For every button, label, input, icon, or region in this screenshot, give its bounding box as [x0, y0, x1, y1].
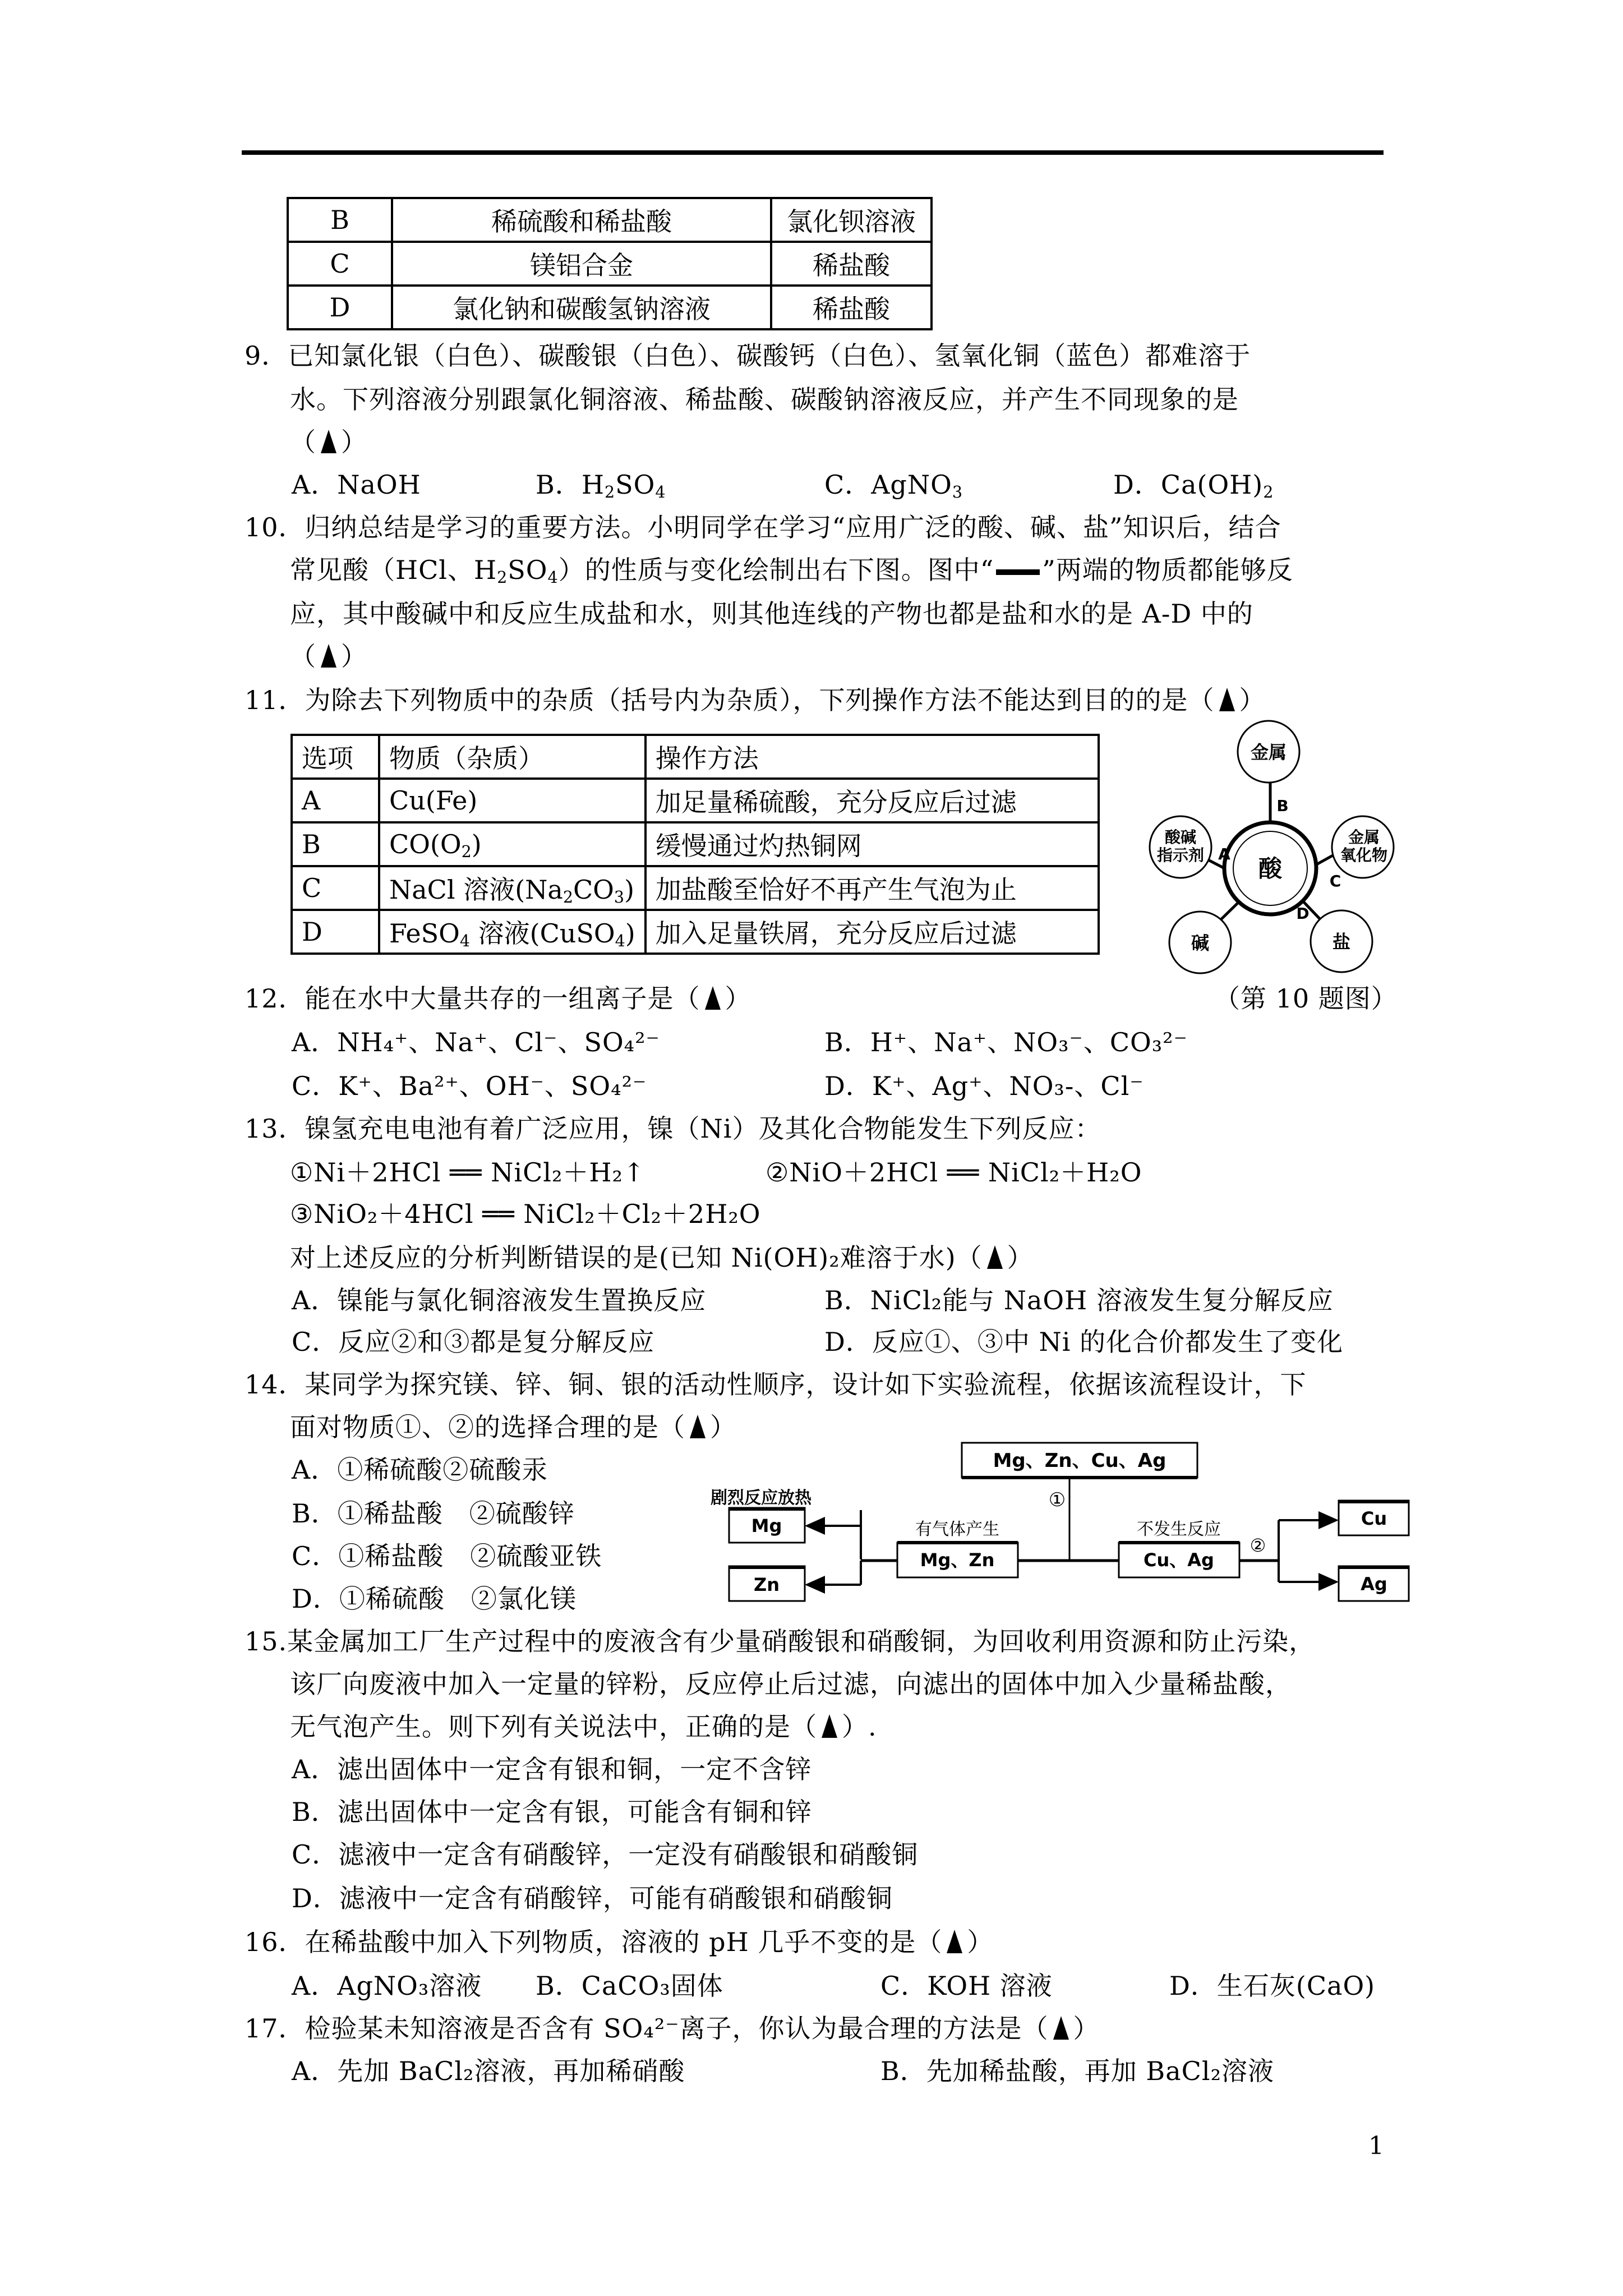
zn-output-label: Zn [754, 1574, 780, 1595]
formula-part: ) [625, 918, 635, 949]
header-cell: 选项 [292, 735, 379, 779]
q13-reaction-2: ②NiO＋2HCl ══ NiCl₂＋H₂O [766, 1157, 1142, 1188]
node-indicator-label-2: 指示剂 [1156, 846, 1205, 864]
q13-option-a[interactable]: A．镍能与氯化铜溶液发生置换反应 [292, 1285, 707, 1315]
figure-caption: （第 10 题图） [1214, 983, 1398, 1014]
method-cell: 加盐酸至恰好不再产生气泡为止 [645, 866, 1099, 910]
header-rule [242, 150, 1384, 155]
q16-option-a[interactable]: A．AgNO₃溶液 [292, 1971, 482, 2001]
q10-line-3: 应，其中酸碱中和反应生成盐和水，则其他连线的产物也都是盐和水的是 A-D 中的 [290, 599, 1253, 629]
triangle-icon [1219, 688, 1235, 711]
q17-stem [245, 2012, 1100, 2045]
stem-text: 12．能在水中大量共存的一组离子是（ [245, 983, 700, 1014]
formula-part: Ca(OH) [1160, 470, 1264, 500]
cu-ag-box-label: Cu、Ag [1144, 1549, 1214, 1571]
blank-close: ） [725, 983, 751, 1014]
node-salt-label: 盐 [1332, 931, 1351, 953]
text-part: ”两端的物质都能够反 [1042, 555, 1293, 585]
subscript: 3 [952, 483, 963, 502]
q12-stem [245, 982, 751, 1015]
formula-part: CO(O [389, 829, 462, 859]
q15-option-c[interactable]: C．滤液中一定含有硝酸锌，一定没有硝酸银和硝酸铜 [292, 1839, 919, 1870]
blank-open: （ [290, 427, 316, 457]
triangle-icon [690, 1415, 706, 1438]
q15-option-d[interactable]: D．滤液中一定含有硝酸锌，可能有硝酸银和硝酸铜 [292, 1883, 893, 1913]
q14-line-2 [290, 1410, 736, 1444]
q14-option-d[interactable]: D．①稀硫酸 ②氯化镁 [292, 1584, 577, 1614]
option-label: A． [292, 470, 338, 500]
header-cell: 物质（杂质） [379, 735, 645, 779]
subscript: 2 [604, 483, 616, 502]
option-cell: B [288, 198, 392, 242]
text-part: SO [508, 555, 548, 585]
q9-option-a[interactable] [292, 468, 421, 501]
edge-b-label: B [1276, 797, 1289, 815]
ag-output-label: Ag [1361, 1573, 1387, 1595]
option-label: B． [536, 470, 582, 500]
text-part: ）的性质与变化绘制出右下图。图中“ [558, 555, 994, 585]
option-cell: C [288, 242, 392, 286]
cu-output-label: Cu [1361, 1508, 1387, 1529]
subscript: 4 [459, 932, 471, 951]
q16-option-d[interactable]: D．生石灰(CaO) [1169, 1971, 1376, 2001]
substance-cell: Cu(Fe) [379, 779, 645, 822]
substance-cell: 氯化钠和碳酸氢钠溶液 [392, 286, 771, 329]
page-number: 1 [1368, 2132, 1384, 2160]
acid-properties-diagram [1141, 718, 1399, 970]
table-row [288, 198, 932, 242]
q8-table [287, 197, 933, 330]
step-2-label: ② [1249, 1535, 1266, 1556]
q11-table [291, 734, 1100, 955]
triangle-icon [987, 1245, 1003, 1269]
substance-cell [379, 910, 645, 954]
blank-close: ） [341, 641, 367, 671]
subscript: 4 [615, 932, 625, 951]
q14-option-c[interactable]: C．①稀盐酸 ②硫酸亚铁 [292, 1541, 602, 1571]
formula-part: SO [615, 470, 656, 500]
node-indicator-label-1: 酸碱 [1164, 828, 1197, 846]
method-cell: 加足量稀硫酸，充分反应后过滤 [645, 779, 1099, 822]
stem-text: 16．在稀盐酸中加入下列物质，溶液的 pH 几乎不变的是（ [245, 1927, 943, 1957]
blank-close: ） [1239, 685, 1266, 715]
q15-option-a[interactable]: A．滤出固体中一定含有银和铜，一定不含锌 [292, 1754, 812, 1784]
q13-option-d[interactable]: D．反应①、③中 Ni 的化合价都发生了变化 [824, 1327, 1344, 1357]
q14-option-b[interactable]: B．①稀盐酸 ②硫酸锌 [292, 1498, 575, 1529]
option-cell: B [292, 822, 379, 866]
stem-text: 11．为除去下列物质中的杂质（括号内为杂质），下列操作方法不能达到目的的是（ [245, 685, 1215, 715]
q10-answer-blank[interactable] [290, 639, 367, 673]
q12-option-a[interactable]: A．NH₄⁺、Na⁺、Cl⁻、SO₄²⁻ [292, 1027, 660, 1057]
option-cell: D [288, 286, 392, 329]
blank-close: ） [710, 1412, 736, 1442]
q17-option-b[interactable]: B．先加稀盐酸，再加 BaCl₂溶液 [880, 2056, 1275, 2086]
table-row [288, 286, 932, 329]
table-header-row [292, 735, 1099, 779]
option-label: D． [1113, 470, 1161, 500]
formula-part: FeSO [389, 918, 460, 949]
stem-text: 面对物质①、②的选择合理的是（ [290, 1412, 685, 1442]
edge-d-label: D [1296, 904, 1310, 923]
q10-line-2 [290, 553, 1293, 587]
q9-answer-blank[interactable] [290, 425, 367, 459]
option-cell: D [292, 910, 379, 954]
substance-cell [379, 822, 645, 866]
blank-close: ） [1007, 1243, 1034, 1273]
question-text: 对上述反应的分析判断错误的是(已知 Ni(OH)₂难溶于水)（ [290, 1243, 983, 1273]
edge-a-label: A [1218, 845, 1230, 863]
q16-option-c[interactable]: C．KOH 溶液 [880, 1971, 1053, 2001]
subscript: 3 [614, 888, 625, 907]
blank-open: （ [290, 641, 316, 671]
triangle-icon [321, 430, 336, 453]
substance-cell [379, 866, 645, 910]
q16-stem [245, 1925, 993, 1959]
table-row [292, 779, 1099, 822]
blank-close: ） [967, 1927, 994, 1957]
q9-line-2: 水。下列溶液分别跟氯化铜溶液、稀盐酸、碳酸钠溶液反应，并产生不同现象的是 [290, 384, 1239, 415]
substance-cell: 镁铝合金 [392, 242, 771, 286]
q13-option-c[interactable]: C．反应②和③都是复分解反应 [292, 1327, 655, 1357]
q15-line-2: 该厂向废液中加入一定量的锌粉，反应停止后过滤，向滤出的固体中加入少量稀盐酸， [290, 1669, 1292, 1699]
subscript: 2 [461, 843, 472, 862]
q13-reaction-3: ③NiO₂＋4HCl ══ NiCl₂＋Cl₂＋2H₂O [290, 1199, 761, 1229]
node-metal-label: 金属 [1250, 742, 1287, 763]
no-reaction-label: 不发生反应 [1137, 1520, 1221, 1539]
table-row [292, 822, 1099, 866]
triangle-icon [321, 644, 336, 668]
q13-option-b[interactable]: B．NiCl₂能与 NaOH 溶液发生复分解反应 [824, 1285, 1334, 1315]
blank-close: ） [341, 427, 367, 457]
q13-question [290, 1241, 1034, 1274]
table-row [292, 910, 1099, 954]
q14-line-1: 14．某同学为探究镁、锌、铜、银的活动性顺序，设计如下实验流程，依据该流程设计，下 [245, 1369, 1307, 1400]
node-metal-oxide-label-1: 金属 [1348, 828, 1380, 846]
q11-stem [245, 683, 1266, 717]
thick-line-icon [996, 569, 1040, 575]
formula-part: CO [573, 875, 614, 905]
q17-option-a[interactable]: A．先加 BaCl₂溶液，再加稀硝酸 [292, 2056, 685, 2086]
substance-cell: 稀硫酸和稀盐酸 [392, 198, 771, 242]
option-label: C． [824, 470, 872, 500]
q9-option-c[interactable] [824, 468, 963, 501]
header-cell: 操作方法 [645, 735, 1099, 779]
q9-line-1: 9．已知氯化银（白色）、碳酸银（白色）、碳酸钙（白色）、氢氧化铜（蓝色）都难溶于 [245, 341, 1251, 371]
metal-activity-flow-diagram [711, 1442, 1416, 1610]
center-label: 酸 [1258, 855, 1283, 882]
gas-produced-label: 有气体产生 [915, 1520, 999, 1539]
reagent-cell: 稀盐酸 [771, 286, 932, 329]
method-cell: 缓慢通过灼热铜网 [645, 822, 1099, 866]
violent-reaction-label: 剧烈反应放热 [711, 1488, 811, 1508]
subscript: 2 [562, 888, 573, 907]
q15-line-1: 15.某金属加工厂生产过程中的废液含有少量硝酸银和硝酸铜，为回收利用资源和防止污染， [245, 1626, 1316, 1657]
q16-option-b[interactable]: B．CaCO₃固体 [536, 1971, 723, 2001]
q15-line-3 [290, 1710, 877, 1743]
formula-part: ) [471, 829, 482, 859]
q13-reaction-1: ①Ni＋2HCl ══ NiCl₂＋H₂↑ [290, 1157, 645, 1188]
q15-option-b[interactable]: B．滤出固体中一定含有银，可能含有铜和锌 [292, 1797, 812, 1827]
q9-option-b[interactable] [536, 468, 666, 501]
reagent-cell: 氯化钡溶液 [771, 198, 932, 242]
top-box-label: Mg、Zn、Cu、Ag [993, 1450, 1166, 1472]
method-cell: 加入足量铁屑，充分反应后过滤 [645, 910, 1099, 954]
q12-option-b[interactable]: B．H⁺、Na⁺、NO₃⁻、CO₃²⁻ [824, 1027, 1188, 1057]
subscript: 2 [1263, 483, 1274, 502]
blank-close: ）. [842, 1711, 877, 1742]
q12-option-d[interactable]: D．K⁺、Ag⁺、NO₃-、Cl⁻ [824, 1071, 1144, 1101]
formula-part: NaCl 溶液(Na [389, 875, 563, 905]
formula-part: H [581, 470, 605, 500]
subscript: 2 [497, 568, 508, 587]
q13-stem: 13．镍氢充电电池有着广泛应用，镍（Ni）及其化合物能发生下列反应： [245, 1114, 1101, 1144]
option-cell: C [292, 866, 379, 910]
formula-part: 溶液(CuSO [470, 918, 615, 949]
table-row [292, 866, 1099, 910]
triangle-icon [1053, 2016, 1069, 2040]
triangle-icon [705, 986, 721, 1010]
formula-part: AgNO [871, 470, 952, 500]
q10-line-1: 10．归纳总结是学习的重要方法。小明同学在学习“应用广泛的酸、碱、盐”知识后，结合 [245, 512, 1281, 542]
triangle-icon [947, 1930, 962, 1953]
stem-text: 无气泡产生。则下列有关说法中，正确的是（ [290, 1711, 817, 1742]
mg-output-label: Mg [751, 1515, 782, 1536]
subscript: 4 [547, 568, 559, 587]
q9-option-d[interactable] [1113, 468, 1274, 501]
triangle-icon [822, 1714, 837, 1738]
step-1-label: ① [1048, 1489, 1066, 1511]
blank-close: ） [1073, 2013, 1100, 2044]
reagent-cell: 稀盐酸 [771, 242, 932, 286]
table-row [288, 242, 932, 286]
option-text: NaOH [337, 470, 421, 500]
node-base-label: 碱 [1191, 932, 1210, 954]
edge-c-label: C [1329, 872, 1341, 890]
option-cell: A [292, 779, 379, 822]
text-part: 常见酸（HCl、H [290, 555, 497, 585]
mg-zn-box-label: Mg、Zn [920, 1549, 995, 1571]
subscript: 4 [655, 483, 666, 502]
formula-part: ) [624, 875, 635, 905]
stem-text: 17．检验某未知溶液是否含有 SO₄²⁻离子，你认为最合理的方法是（ [245, 2013, 1049, 2044]
node-metal-oxide-label-2: 氧化物 [1340, 846, 1388, 864]
q14-option-a[interactable]: A．①稀硫酸②硫酸汞 [292, 1455, 548, 1485]
q12-option-c[interactable]: C．K⁺、Ba²⁺、OH⁻、SO₄²⁻ [292, 1071, 647, 1101]
